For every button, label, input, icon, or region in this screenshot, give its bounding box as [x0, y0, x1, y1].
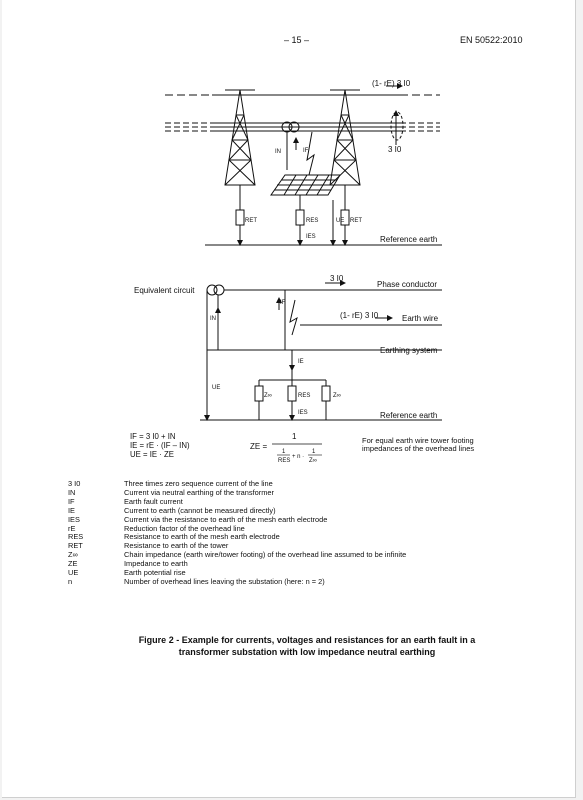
label-res-lower: RES — [298, 393, 311, 399]
legend-symbol: 3 I0 — [68, 479, 81, 488]
standard-reference: EN 50522:2010 — [460, 35, 523, 45]
upper-diagram — [165, 86, 442, 245]
legend-description: Current to earth (cannot be measured directly) — [124, 505, 276, 515]
label-ret-left: RET — [245, 218, 257, 224]
legend-description: Earth potential rise — [124, 568, 186, 578]
label-ies-lower: IES — [298, 410, 308, 416]
formula-if: IF = 3 I0 + IN — [130, 432, 176, 441]
equivalent-circuit-label: Equivalent circuit — [134, 286, 195, 295]
label-ies-upper: IES — [306, 234, 316, 240]
label-3i0-right: 3 I0 — [388, 145, 402, 154]
label-if-upper: IF — [303, 148, 309, 154]
legend-description: Earth fault current — [124, 496, 183, 506]
left-tower — [225, 90, 255, 185]
figure-caption: Figure 2 - Example for currents, voltages and resistances for an earth fault in a transformer substation with low impedance neutral earthing — [138, 635, 476, 657]
ze-numerator: 1 — [292, 432, 297, 441]
ze-lhs: ZE = — [250, 442, 268, 451]
legend-symbol: UE — [68, 568, 79, 578]
legend-description: Three times zero sequence current of the line — [124, 479, 273, 488]
label-ie-lower: IE — [298, 359, 304, 365]
legend-symbol: RET — [68, 541, 83, 551]
right-tower — [330, 90, 360, 185]
legend-symbol: Z∞ — [68, 550, 78, 560]
page-number: – 15 – — [284, 35, 310, 45]
symbol-legend — [68, 480, 468, 587]
legend-description: Resistance to earth of the mesh earth electrode — [124, 532, 280, 542]
mesh-earth-electrode — [271, 175, 340, 195]
earthing-system-label: Earthing system — [380, 346, 438, 355]
legend-description: Resistance to earth of the tower — [124, 541, 229, 551]
label-3i0-lower: 3 I0 — [330, 274, 344, 283]
ze-den-b-den: Z∞ — [309, 458, 317, 464]
reference-earth-upper: Reference earth — [380, 235, 438, 244]
label-ret-right: RET — [350, 218, 362, 224]
current-formulas — [130, 432, 190, 459]
label-zinf-left: Z∞ — [264, 393, 272, 399]
upper-diagram-labels — [245, 79, 437, 244]
earth-wire-current-marker — [391, 112, 403, 140]
formula-ue: UE = IE · ZE — [130, 450, 174, 459]
lower-diagram-labels — [134, 274, 439, 420]
legend-description: Number of overhead lines leaving the substation (here: n = 2) — [124, 576, 325, 586]
legend-symbol: IES — [68, 514, 80, 524]
legend-symbol: ZE — [68, 559, 78, 569]
label-if-lower: IF — [280, 300, 286, 306]
label-in-upper: IN — [275, 149, 281, 155]
legend-symbol: n — [68, 576, 73, 586]
formula-ie: IE = rE · (IF – IN) — [130, 441, 190, 450]
label-ue-upper: UE — [336, 218, 345, 224]
label-zinf-right: Z∞ — [333, 393, 341, 399]
reference-earth-lower: Reference earth — [380, 411, 438, 420]
label-res-upper: RES — [306, 218, 319, 224]
label-in-lower: IN — [210, 316, 216, 322]
legend-description: Chain impedance (earth wire/tower footing) of the overhead line assumed to be infinite — [124, 550, 407, 560]
phase-conductor-label: Phase conductor — [377, 280, 438, 289]
legend-description: Current via the resistance to earth of the mesh earth electrode — [124, 514, 328, 524]
legend-description: Current via neutral earthing of the transformer — [124, 487, 274, 497]
earth-wire-label: Earth wire — [402, 314, 439, 323]
legend-description: Reduction factor of the overhead line — [124, 523, 245, 533]
ze-den-mid: + n · — [292, 454, 305, 460]
label-top-right-current: (1- rE) 3 I0 — [372, 79, 411, 88]
ze-formula — [250, 432, 322, 464]
ze-den-a-num: 1 — [282, 449, 286, 455]
legend-symbol: IF — [68, 496, 75, 506]
legend-description: Impedance to earth — [124, 559, 188, 569]
ze-den-a-den: RES — [278, 458, 291, 464]
ze-den-b-num: 1 — [312, 449, 316, 455]
legend-symbol: IN — [68, 487, 76, 497]
legend-symbol: RES — [68, 532, 84, 542]
legend-symbol: rE — [68, 523, 76, 533]
equal-impedance-note: For equal earth wire tower footing impedances of the overhead lines — [362, 436, 475, 454]
label-ue-lower: UE — [212, 385, 221, 391]
legend-symbol: IE — [68, 505, 75, 515]
legend-row — [68, 578, 468, 587]
label-re3i0-lower: (1- rE) 3 I0 — [340, 311, 379, 320]
